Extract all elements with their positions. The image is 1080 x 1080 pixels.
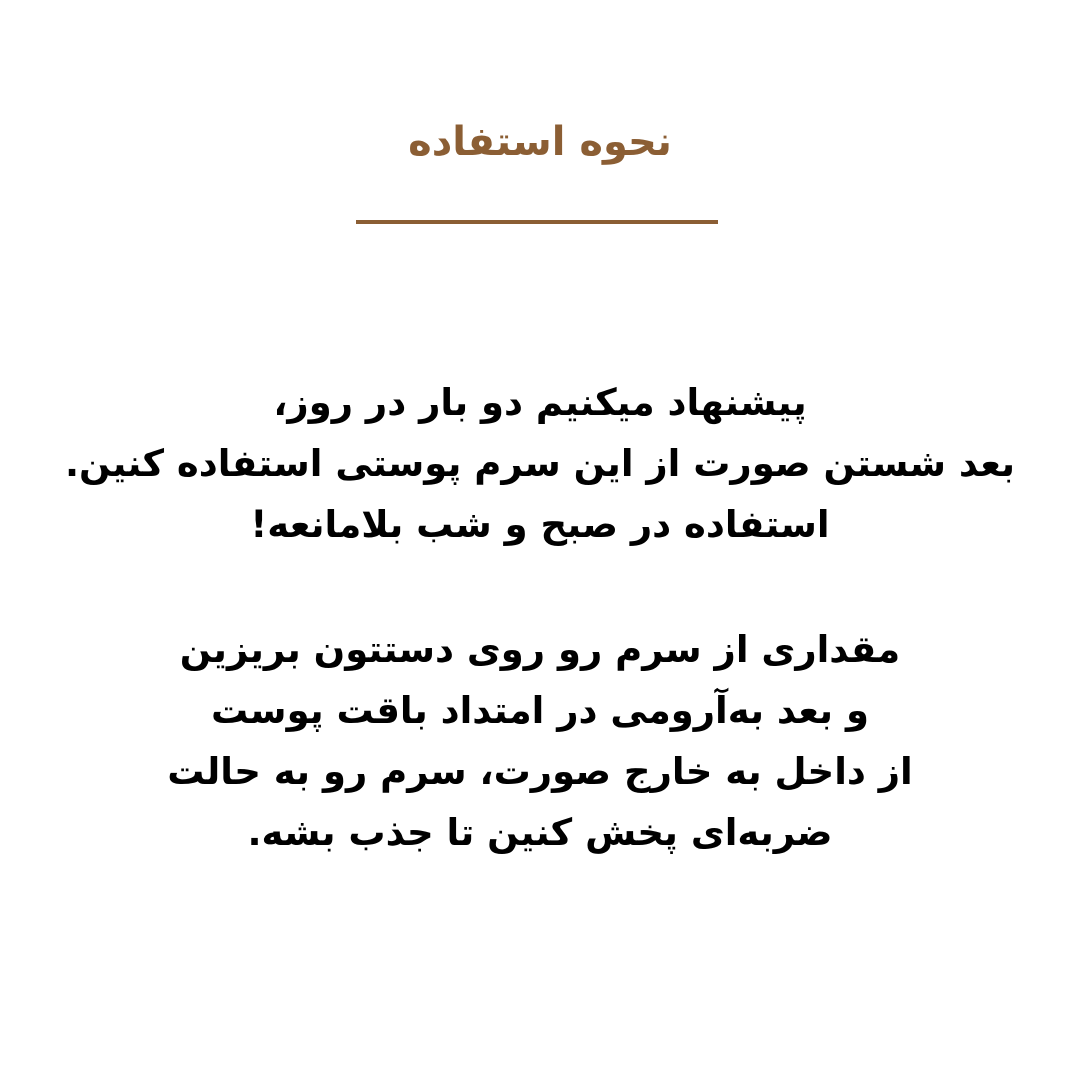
usage-paragraph-1 (60, 372, 1020, 555)
page-title: نحوه استفاده (408, 119, 672, 165)
paragraph-line: پیشنهاد میکنیم دو بار در روز، (273, 381, 807, 424)
paragraph-line: و بعد به‌آرومی در امتداد باقت پوست (211, 689, 869, 732)
paragraph-line: استفاده در صبح و شب بلامانعه! (250, 503, 830, 546)
usage-paragraph-2 (60, 619, 1020, 863)
title-divider (356, 220, 718, 224)
paragraph-line: ضربه‌ای پخش کنین تا جذب بشه. (247, 811, 833, 854)
paragraph-line: از داخل به خارج صورت، سرم رو به حالت (167, 750, 913, 793)
paragraph-line: مقداری از سرم رو روی دستتون بریزین (179, 628, 901, 671)
paragraph-line: بعد شستن صورت از این سرم پوستی استفاده کنین. (64, 442, 1016, 485)
